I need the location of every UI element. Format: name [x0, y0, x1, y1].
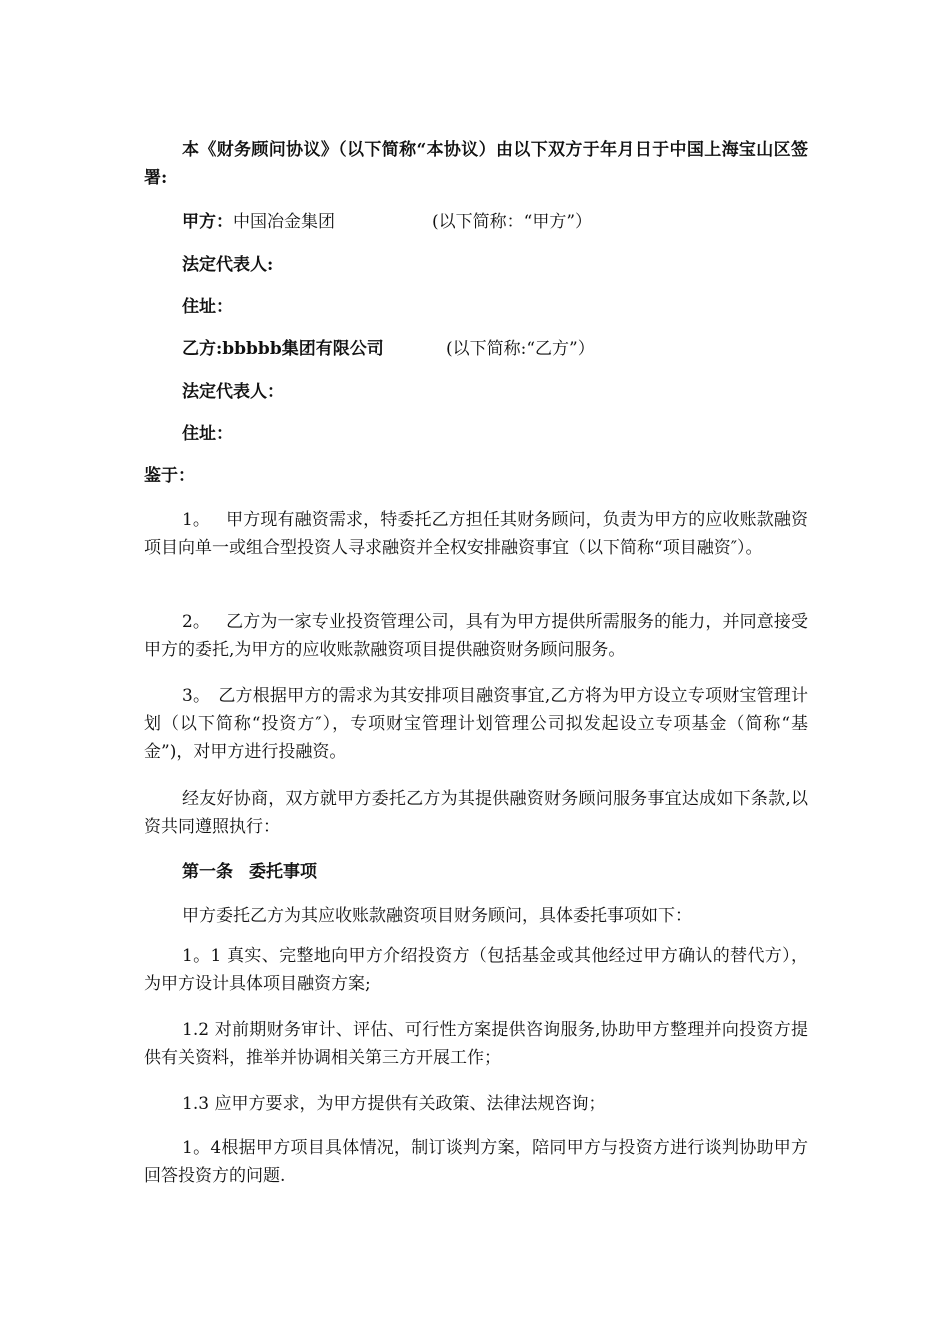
party-a-label: 甲方：: [182, 212, 233, 232]
article-1-clause-3: 1.3 应甲方要求，为甲方提供有关政策、法律法规咨询；: [182, 1094, 606, 1114]
whereas-item-text: 甲方现有融资需求，特委托乙方担任其财务顾问，负责为甲方的应收账款融资 项目向单一或组合型投资人寻求融资并全权安排融资事宜（以下简称“项目融资″）。: [144, 510, 809, 558]
article-1-clause-1: 1。1 真实、完整地向甲方介绍投资方（包括基金或其他经过甲方确认的替代方），为甲方设计具体项目融资方案;: [144, 946, 808, 994]
whereas-item-text: 乙方根据甲方的需求为其安排项目融资事宜,乙方将为甲方设立专项财宝管理计划（以下简称“投资方″），专项财宝管理计划管理公司拟发起设立专项基金（简称“基金”)，对甲方进行投融资。: [144, 686, 808, 762]
whereas-item-number: 2。: [182, 612, 211, 632]
whereas-item-3: [144, 682, 808, 766]
party-a-line: [182, 208, 335, 236]
whereas-heading: 鉴于：: [144, 466, 195, 486]
article-1-heading: [182, 858, 317, 886]
article-1-clause-4: 1。4根据甲方项目具体情况，制订谈判方案，陪同甲方与投资方进行谈判协助甲方回答投资方的问题.: [144, 1138, 808, 1186]
party-a-rep-label: 法定代表人:: [182, 255, 274, 275]
article-1-title: 委托事项: [249, 862, 317, 882]
article-1-clause-2: 1.2 对前期财务审计、评估、可行性方案提供咨询服务,协助甲方整理并向投资方提供有关资料，推举并协调相关第三方开展工作；: [144, 1020, 808, 1068]
party-a-alias: (以下简称：“甲方”）: [432, 212, 593, 232]
whereas-item-2: [144, 608, 808, 664]
party-a-address-label: 住址：: [182, 297, 233, 317]
article-1-intro: 甲方委托乙方为其应收账款融资项目财务顾问，具体委托事项如下：: [182, 906, 692, 926]
party-b-alias: (以下简称:“乙方”）: [446, 339, 595, 359]
whereas-item-number: 3。: [182, 686, 211, 706]
intro-paragraph: 本《财务顾问协议》（以下简称“本协议）由以下双方于年月日于中国上海宝山区签署:: [144, 140, 808, 188]
party-a-name: 中国冶金集团: [233, 212, 335, 232]
party-b-address-label: 住址：: [182, 424, 233, 444]
whereas-item-1: [144, 506, 808, 562]
whereas-item-number: 1。: [182, 510, 211, 530]
whereas-item-text: 乙方为一家专业投资管理公司，具有为甲方提供所需服务的能力，并同意接受甲方的委托,为甲方的应收账款融资项目提供融资财务顾问服务。: [144, 612, 809, 660]
agreement-statement: 经友好协商，双方就甲方委托乙方为其提供融资财务顾问服务事宜达成如下条款,以资共同遵照执行：: [144, 789, 808, 837]
party-b-line: 乙方:bbbbb集团有限公司: [182, 339, 384, 359]
article-1-number: 第一条: [182, 862, 233, 882]
party-b-rep-label: 法定代表人：: [182, 382, 284, 402]
